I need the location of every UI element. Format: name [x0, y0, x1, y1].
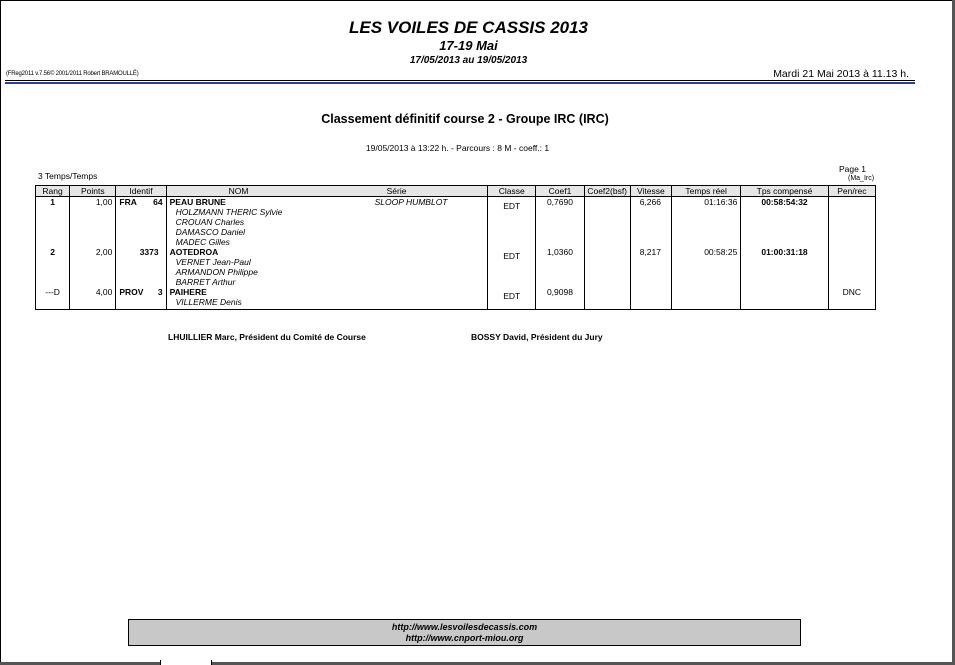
- identif-prefix: PROV: [119, 287, 144, 297]
- cell-classe: EDT: [488, 287, 536, 310]
- event-title: LES VOILES DE CASSIS 2013: [348, 18, 589, 37]
- cell-coef1: 1,0360: [536, 247, 584, 287]
- cell-coef1: 0,7690: [536, 197, 584, 248]
- crew-member: MADEC Gilles: [175, 237, 230, 247]
- cell-vitesse: 6,266: [630, 197, 671, 248]
- table-row: [36, 247, 876, 287]
- cell-points: 4,00: [70, 287, 116, 310]
- identif-num: 64: [153, 197, 163, 207]
- cell-coef2: [584, 287, 630, 310]
- boat-name: PAIHERE: [169, 287, 207, 297]
- cell-tps-compense: 00:58:54:32: [741, 197, 828, 248]
- table-row: [36, 287, 876, 310]
- col-coef2: Coef2(bsf): [584, 186, 630, 197]
- committee-signature: LHUILLIER Marc, Président du Comité de Course: [168, 332, 366, 342]
- col-nom: NOM: [228, 186, 249, 196]
- col-identif: Identif: [116, 186, 166, 197]
- table-header-row: [36, 186, 876, 197]
- crew-member: VERNET Jean-Paul: [175, 257, 251, 267]
- footer-link-2[interactable]: http://www.cnport-miou.org: [405, 633, 524, 643]
- cell-classe: EDT: [488, 247, 536, 287]
- cell-temps-reel: 00:58:25: [671, 247, 740, 287]
- col-pen-rec: Pen/rec: [828, 186, 875, 197]
- footer-link-1[interactable]: http://www.lesvoilesdecassis.com: [391, 622, 538, 632]
- col-rang: Rang: [36, 186, 70, 197]
- cell-identif: [116, 287, 166, 310]
- col-tps-compense: Tps compensé: [741, 186, 828, 197]
- col-points: Points: [70, 186, 116, 197]
- boat-serie: SLOOP HUMBLOT: [374, 197, 448, 207]
- print-date: Mardi 21 Mai 2013 à 11.13 h.: [773, 68, 909, 80]
- page-number: Page 1: [839, 164, 866, 174]
- crew-member: HOLZMANN THERIC Sylvie: [175, 207, 283, 217]
- cell-tps-compense: 01:00:31:18: [741, 247, 828, 287]
- col-temps-reel: Temps réel: [671, 186, 740, 197]
- cell-rang: 2: [36, 247, 70, 287]
- cell-temps-reel: 01:16:36: [671, 197, 740, 248]
- cell-nom: [166, 287, 488, 310]
- cell-identif: [116, 247, 166, 287]
- header-rule-thin: [5, 80, 915, 81]
- boat-name: PEAU BRUNE: [169, 197, 226, 207]
- cell-pen-rec: [828, 197, 875, 248]
- footer-links: [128, 619, 801, 646]
- event-range: 17/05/2013 au 19/05/2013: [409, 55, 528, 66]
- cell-coef2: [584, 247, 630, 287]
- course-info: 19/05/2013 à 13:22 h. - Parcours : 8 M - coeff.: 1: [365, 143, 550, 153]
- report-subtitle: Classement définitif course 2 - Groupe IRC (IRC): [321, 112, 609, 126]
- cell-rang: ---D: [36, 287, 70, 310]
- col-serie: Série: [386, 186, 407, 196]
- cell-coef1: 0,9098: [536, 287, 584, 310]
- identif-prefix: FRA: [119, 197, 137, 207]
- table-row: [36, 197, 876, 248]
- col-nom-serie: [166, 186, 488, 197]
- crew-member: BARRET Arthur: [175, 277, 236, 287]
- crew-member: ARMANDON Philippe: [175, 267, 258, 277]
- cell-points: 2,00: [70, 247, 116, 287]
- col-classe: Classe: [488, 186, 536, 197]
- identif-num: 3373: [139, 247, 159, 257]
- cell-vitesse: [630, 287, 671, 310]
- cell-vitesse: 8,217: [630, 247, 671, 287]
- cell-pen-rec: DNC: [828, 287, 875, 310]
- header-rule-thick: [5, 82, 915, 84]
- col-coef1: Coef1: [536, 186, 584, 197]
- event-dates: 17-19 Mai: [439, 38, 498, 53]
- crew-member: VILLERME Denis: [175, 297, 242, 307]
- cell-identif: [116, 197, 166, 248]
- cell-tps-compense: [741, 287, 828, 310]
- jury-signature: BOSSY David, Président du Jury: [471, 332, 603, 342]
- cell-classe: EDT: [488, 197, 536, 248]
- page-file: (Ma_Irc): [848, 175, 875, 182]
- cell-temps-reel: [671, 287, 740, 310]
- cell-nom: [166, 197, 488, 248]
- software-version: (FReg2011 v.7.56© 2001/2011 Robert BRAMOULLÉ): [6, 71, 139, 77]
- page-tab-marker: [160, 660, 212, 665]
- results-table: [35, 185, 876, 310]
- crew-member: CROUAN Charles: [175, 217, 245, 227]
- cell-points: 1,00: [70, 197, 116, 248]
- col-vitesse: Vitesse: [630, 186, 671, 197]
- cell-pen-rec: [828, 247, 875, 287]
- identif-num: 3: [157, 287, 163, 297]
- crew-member: DAMASCO Daniel: [175, 227, 246, 237]
- cell-nom: [166, 247, 488, 287]
- cell-coef2: [584, 197, 630, 248]
- cell-rang: 1: [36, 197, 70, 248]
- temps-mode: 3 Temps/Temps: [38, 171, 98, 181]
- boat-name: AOTEDROA: [169, 247, 219, 257]
